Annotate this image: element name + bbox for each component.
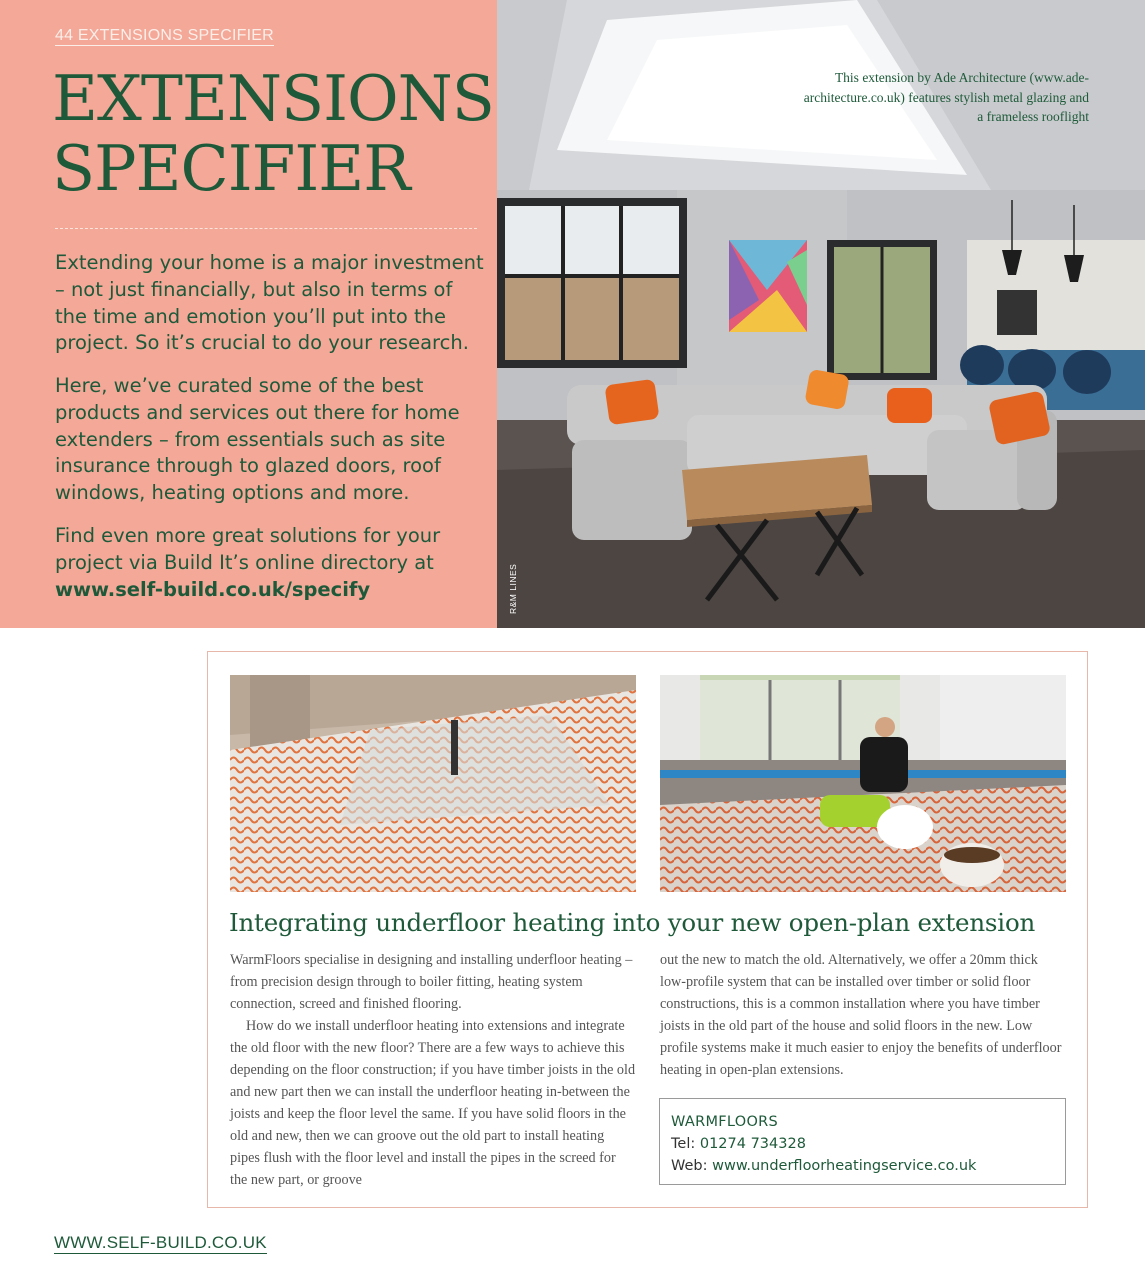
page-title-line2: SPECIFIER [52, 132, 410, 205]
page-title-line1: EXTENSIONS [52, 62, 494, 135]
website-link[interactable]: www.underfloorheatingservice.co.uk [712, 1158, 977, 1174]
installer-photo [660, 675, 1066, 892]
intro-paragraph: Here, we’ve curated some of the best products and services out there for home extenders – from essentials such as site insurance through to glazed doors, roof windows, heating options and more. [55, 374, 460, 505]
intro-directory-text: Find even more great solutions for your project via Build It’s online directory at [55, 524, 441, 574]
photo-caption: This extension by Ade Architecture (www.ade-architecture.co.uk) features stylish metal glazing and a frameless rooflight [803, 70, 1089, 124]
phone-number[interactable]: 01274 734328 [699, 1136, 806, 1152]
contact-web [671, 1155, 1065, 1177]
article-column-left [230, 949, 636, 1191]
page-title [52, 64, 494, 204]
directory-link[interactable]: www.self-build.co.uk/specify [55, 577, 371, 601]
article-paragraph: WarmFloors specialise in designing and installing underfloor heating – from precision design through to boiler fitting, heating system connection, screed and finished flooring. [230, 952, 633, 1012]
article-heading: Integrating underfloor heating into your new open-plan extension [229, 908, 1036, 937]
article-paragraph: out the new to match the old. Alternatively, we offer a 20mm thick low-profile system that can be installed over timber or solid floor constructions, this is a common installation where you have timber joists in the old part of the house and solid floors in the new. Low profile systems make it much easier to enjoy the benefits of underfloor heating in open-plan extensions. [660, 952, 1062, 1078]
article-column-right [660, 949, 1066, 1081]
contact-phone [671, 1133, 1065, 1155]
phone-label: Tel: [671, 1136, 696, 1152]
underfloor-mat-photo [230, 675, 636, 892]
intro-paragraph [55, 523, 485, 603]
divider [55, 228, 477, 229]
intro-paragraph: Extending your home is a major investment – not just financially, but also in terms of the time and emotion you’ll put into the project. So it’s crucial to do your research. [55, 251, 484, 355]
article-paragraph: How do we install underfloor heating into extensions and integrate the old floor with the new floor? There are a few ways to achieve this depending on the floor construction; if you have timber joists in the old and new part then we can install the underfloor heating in-between the joists and keep the floor level the same. If you have solid floors in the old and new, then we can groove out the old part to install heating pipes flush with the floor level and install the pipes in the screed for the new part, or groove [230, 1018, 636, 1188]
contact-company: WARMFLOORS [671, 1114, 779, 1130]
page-footer[interactable]: WWW.SELF-BUILD.CO.UK [54, 1233, 267, 1252]
web-label: Web: [671, 1158, 708, 1174]
page-header: 44 EXTENSIONS SPECIFIER [55, 27, 274, 44]
photo-credit: R&M LINES [508, 563, 518, 614]
contact-box [659, 1098, 1066, 1185]
